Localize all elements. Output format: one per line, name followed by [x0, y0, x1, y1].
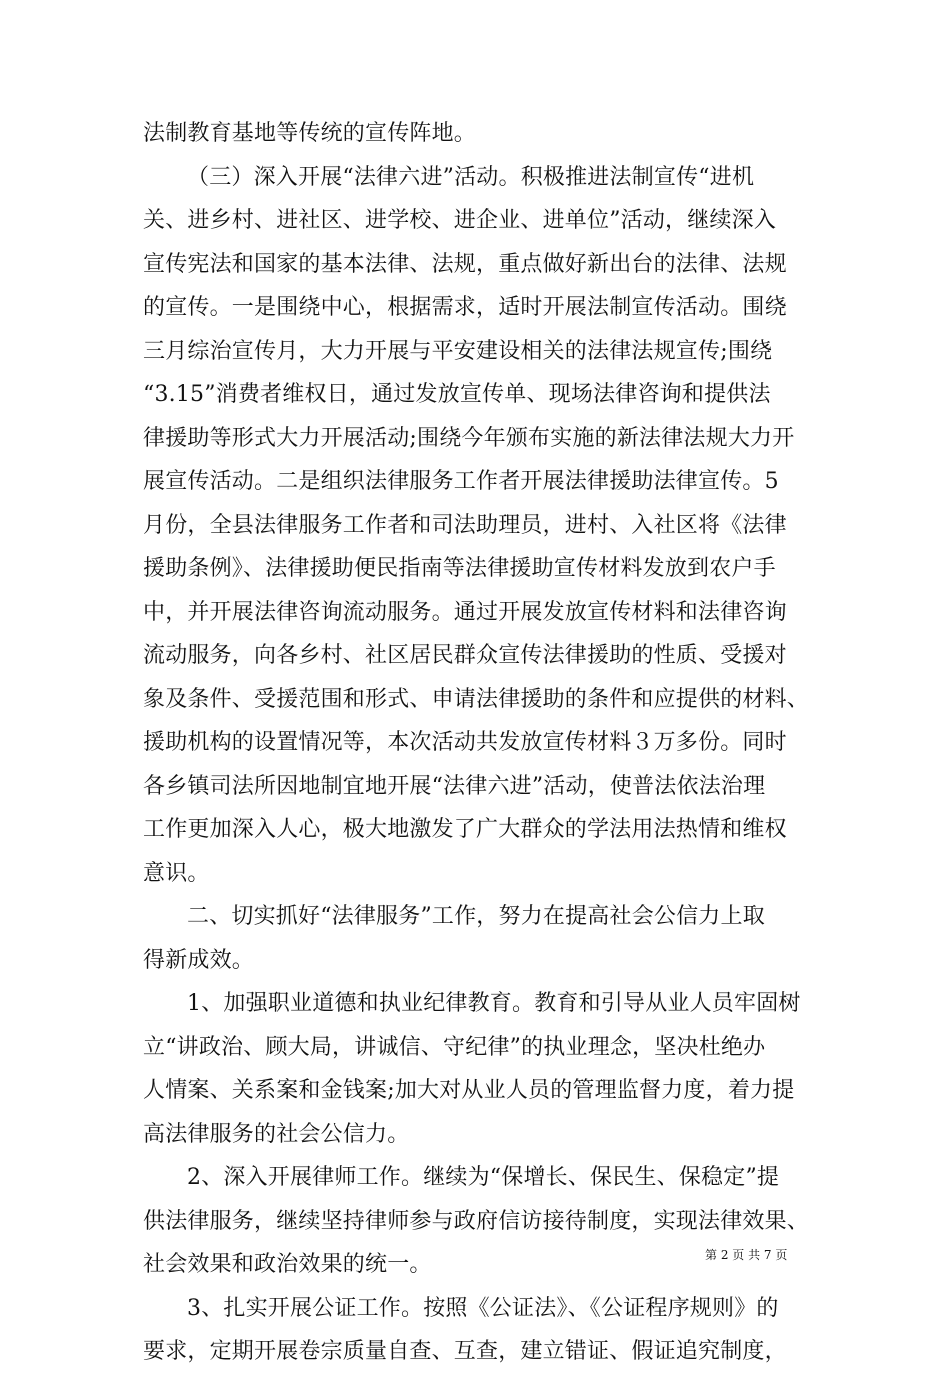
text-line: 人情案、关系案和金钱案;加大对从业人员的管理监督力度，着力提	[143, 1078, 795, 1103]
text-line: 三月综治宣传月，大力开展与平安建设相关的法律法规宣传;围绕	[143, 338, 773, 364]
page-number-footer: 第 2 页 共 7 页	[705, 1248, 788, 1262]
text-line: 流动服务，向各乡村、社区居民群众宣传法律援助的性质、受援对	[143, 643, 787, 668]
text-line: 援助条例》、法律援助便民指南等法律援助宣传材料发放到农户手	[143, 556, 776, 581]
section-heading: 二、切实抓好“法律服务”工作，努力在提高社会公信力上取	[187, 904, 765, 929]
text-line: 要求，定期开展卷宗质量自查、互查，建立错证、假证追究制度，	[143, 1339, 787, 1364]
text-line: 象及条件、受援范围和形式、申请法律援助的条件和应提供的材料、	[143, 686, 810, 712]
text-line: 律援助等形式大力开展活动;围绕今年颁布实施的新法律法规大力开	[143, 425, 795, 451]
text-line: （三）深入开展“法律六进”活动。积极推进法制宣传“进机	[187, 164, 755, 190]
text-line: 3、扎实开展公证工作。按照《公证法》、《公证程序规则》的	[187, 1295, 779, 1321]
text-line: “3.15”消费者维权日，通过发放宣传单、现场法律咨询和提供法	[143, 382, 771, 407]
text-line: 2、深入开展律师工作。继续为“保增长、保民生、保稳定”提	[187, 1165, 780, 1190]
text-line: 中，并开展法律咨询流动服务。通过开展发放宣传材料和法律咨询	[143, 599, 787, 625]
text-line: 展宣传活动。二是组织法律服务工作者开展法律援助法律宣传。5	[143, 469, 779, 494]
text-line: 关、进乡村、进社区、进学校、进企业、进单位”活动，继续深入	[143, 208, 777, 233]
text-line: 工作更加深入人心，极大地激发了广大群众的学法用法热情和维权	[143, 817, 787, 842]
text-line: 月份，全县法律服务工作者和司法助理员，进村、入社区将《法律	[143, 512, 787, 538]
text-line: 社会效果和政治效果的统一。	[143, 1252, 432, 1277]
text-line: 宣传宪法和国家的基本法律、法规，重点做好新出台的法律、法规	[143, 251, 787, 277]
text-line: 各乡镇司法所因地制宜地开展“法律六进”活动，使普法依法治理	[143, 773, 766, 799]
text-line: 得新成效。	[143, 947, 255, 973]
text-line: 立“讲政治、顾大局，讲诚信、守纪律”的执业理念，坚决杜绝办	[143, 1034, 766, 1060]
text-line: 高法律服务的社会公信力。	[143, 1121, 410, 1147]
text-line: 援助机构的设置情况等，本次活动共发放宣传材料３万多份。同时	[143, 730, 787, 755]
text-line: 的宣传。一是围绕中心，根据需求，适时开展法制宣传活动。围绕	[143, 295, 787, 320]
text-line: 意识。	[143, 860, 210, 886]
text-line: 供法律服务，继续坚持律师参与政府信访接待制度，实现法律效果、	[143, 1208, 810, 1234]
text-line: 法制教育基地等传统的宣传阵地。	[143, 121, 477, 146]
body-text	[143, 112, 823, 1374]
text-line: 1、加强职业道德和执业纪律教育。教育和引导从业人员牢固树	[187, 991, 801, 1016]
